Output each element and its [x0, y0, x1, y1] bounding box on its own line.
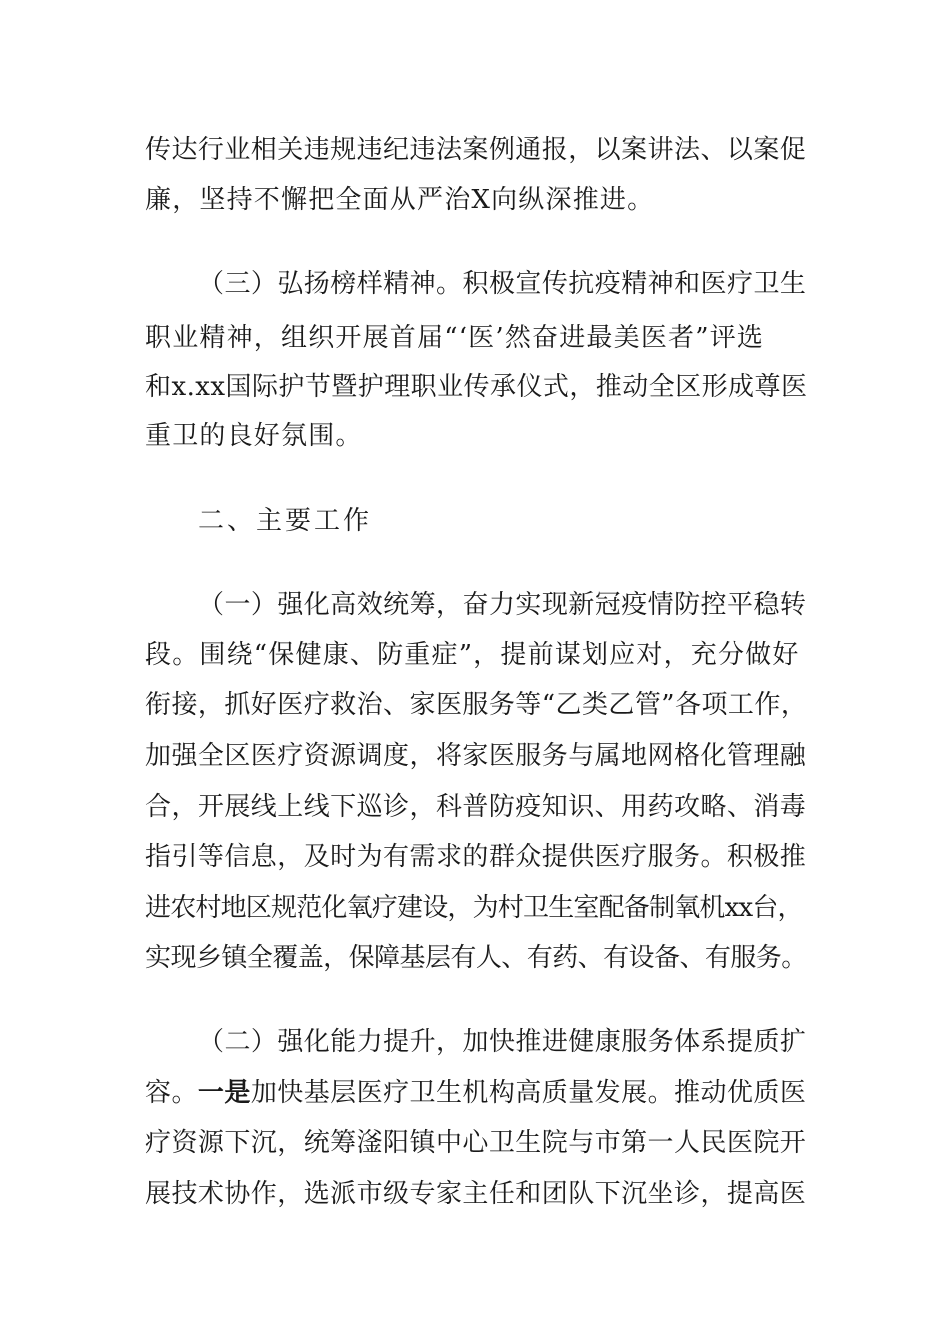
section-heading: 二、主要工作 [198, 506, 373, 536]
para4-line4: 展技术协作，选派市级专家主任和团队下沉坐诊，提高医 [145, 1179, 807, 1209]
para1-line1: 传达行业相关违规违纪违法案例通报，以案讲法、以案促 [145, 135, 807, 165]
para3-line6: 指引等信息，及时为有需求的群众提供医疗服务。积极推 [145, 842, 807, 872]
para3-line8: 实现乡镇全覆盖，保障基层有人、有药、有设备、有服务。 [145, 943, 807, 973]
para3-line2: 段。围绕“保健康、防重症”，提前谋划应对，充分做好 [145, 640, 800, 670]
para2-line2: 职业精神，组织开展首届“‘医’然奋进最美医者”评选 [145, 323, 765, 353]
para4-line3: 疗资源下沉，统筹滏阳镇中心卫生院与市第一人民医院开 [145, 1128, 807, 1158]
para4-line1: （二）强化能力提升，加快推进健康服务体系提质扩 [198, 1027, 807, 1057]
para1-line2: 廉，坚持不懈把全面从严治X向纵深推进。 [145, 185, 655, 215]
para3-line5: 合，开展线上线下巡诊，科普防疫知识、用药攻略、消毒 [145, 792, 807, 822]
para3-line3: 衔接，抓好医疗救治、家医服务等“乙类乙管”各项工作， [145, 690, 808, 720]
para3-line4: 加强全区医疗资源调度，将家医服务与属地网格化管理融 [145, 741, 807, 771]
emphasis-first-point: 一是 [197, 1078, 251, 1108]
para3-line1: （一）强化高效统筹，奋力实现新冠疫情防控平稳转 [198, 590, 807, 620]
para4-line2-rest: 加快基层医疗卫生机构高质量发展。推动优质医 [250, 1078, 807, 1108]
para2-line1: （三）弘扬榜样精神。积极宣传抗疫精神和医疗卫生 [198, 269, 807, 299]
para4-line2 [145, 1076, 806, 1110]
para3-line7: 进农村地区规范化氧疗建设，为村卫生室配备制氧机xx台， [145, 893, 803, 923]
para2-line4: 重卫的良好氛围。 [145, 421, 363, 451]
para2-line3: 和x.xx国际护节暨护理职业传承仪式，推动全区形成尊医 [145, 372, 808, 402]
para4-line2-prefix: 容。 [145, 1078, 198, 1108]
